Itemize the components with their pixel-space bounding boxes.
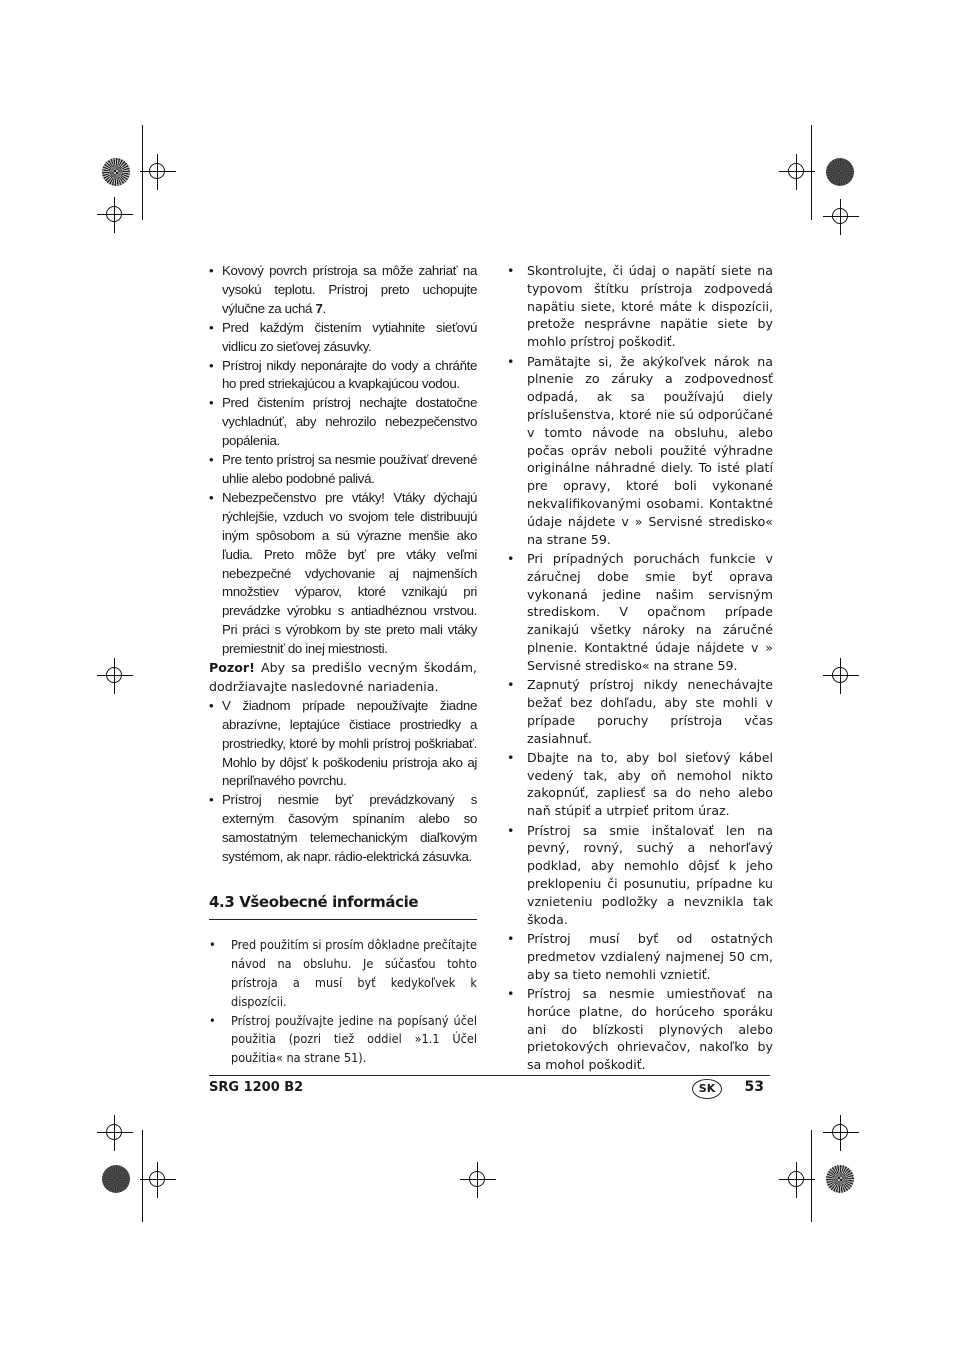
registration-crosshair-icon — [460, 1162, 496, 1198]
color-dial-icon — [826, 158, 854, 186]
list-item: • Kovový povrch prístroja sa môže zahriať na vysokú teplotu. Prístroj preto uchopujte výlučne za uchá 7. — [209, 262, 477, 319]
crop-mark — [811, 125, 812, 220]
list-item: • Nebezpečenstvo pre vtáky! Vtáky dýchajú rýchlejšie, vzduch vo svojom tele distribuujú iným spôsobom a sú výrazne menšie ako ľudia. Preto môže byť pre vtáky veľmi nebezpečné vdychovanie aj najmenších množstiev výparov, ktoré vznikajú pri prevádzke výrobku s antiadhéznou vrstvou. Pri práci s výrobkom by ste preto mali vtáky premiestniť do inej miestnosti. — [209, 489, 477, 659]
list-item: • Prístroj sa nesmie umiestňovať na horúce platne, do horúceho sporáku ani do blízkosti plynových alebo prietokových ohrievačov, nakoľko by sa mohol poškodiť. — [505, 985, 773, 1074]
color-dial-icon — [826, 1165, 854, 1193]
list-item: • Dbajte na to, aby bol sieťový kábel vedený tak, aby oň nemohol nikto zakopnúť, zapliesť sa do neho alebo naň stúpiť a utrpieť pritom úraz. — [505, 749, 773, 820]
color-dial-icon — [102, 1165, 130, 1193]
registration-crosshair-icon — [97, 1115, 133, 1151]
list-item: • Pri prípadných poruchách funkcie v záručnej dobe smie byť oprava vykonaná jedine našim servisným strediskom. V opačnom prípade zanikajú všetky nároky na záručné plnenie. Kontaktné údaje nájdete v » Servisné stredisko« na strane 59. — [505, 550, 773, 675]
section-heading: 4.3 Všeobecné informácie — [209, 893, 477, 920]
registration-crosshair-icon — [823, 199, 859, 235]
list-item: • Prístroj nesmie byť prevádzkovaný s externým časovým spínaním alebo so samostatným telemechanickým diaľkovým systémom, ak napr. rádio-elektrická zásuvka. — [209, 791, 477, 867]
list-item: • Pred čistením prístroj nechajte dostatočne vychladnúť, aby nehrozilo nebezpečenstvo popálenia. — [209, 394, 477, 451]
page-footer — [209, 1075, 770, 1106]
list-item: • Pre tento prístroj sa nesmie používať drevené uhlie alebo podobné palivá. — [209, 451, 477, 489]
list-item: • V žiadnom prípade nepoužívajte žiadne abrazívne, leptajúce čistiace prostriedky a prostriedky, ktoré by mohli prístroj poškriabať. Mohlo by dôjsť k poškodeniu prístroja ako aj nepriľnavého povrchu. — [209, 697, 477, 792]
registration-crosshair-icon — [97, 197, 133, 233]
list-item: • Skontrolujte, či údaj o napätí siete na typovom štítku prístroja zodpovedá napätiu siete, ktoré máte k dispozícii, pretože nesprávne napätie siete by mohlo prístroj poškodiť. — [505, 262, 773, 351]
warning-label: Pozor! — [209, 660, 255, 676]
left-column — [209, 262, 477, 1068]
registration-crosshair-icon — [779, 1162, 815, 1198]
registration-crosshair-icon — [97, 658, 133, 694]
crop-mark — [142, 1130, 143, 1222]
right-column — [505, 262, 773, 1076]
model-number: SRG 1200 B2 — [209, 1080, 304, 1095]
crop-mark — [142, 125, 143, 220]
page-number: 53 — [744, 1079, 764, 1095]
crop-mark — [811, 1130, 812, 1222]
list-item: • Prístroj používajte jedine na popísaný účel použitia (pozri tiež oddiel »1.1 Účel použitia« na strane 51). — [209, 1012, 477, 1069]
list-item: • Zapnutý prístroj nikdy nenechávajte bežať bez dohľadu, aby ste mohli v prípade poruchy prístroja včas zasiahnuť. — [505, 676, 773, 747]
list-item: • Pred každým čistením vytiahnite sieťovú vidlicu zo sieťovej zásuvky. — [209, 319, 477, 357]
warning-paragraph: Pozor! Aby sa predišlo vecným škodám, dodržiavajte nasledovné nariadenia. — [209, 660, 477, 694]
list-item: • Pred použitím si prosím dôkladne prečítajte návod na obsluhu. Je súčasťou tohto prístroja a musí byť kedykoľvek k dispozícii. — [209, 936, 477, 1012]
registration-crosshair-icon — [140, 154, 176, 190]
list-item: • Prístroj musí byť od ostatných predmetov vzdialený najmenej 50 cm, aby sa tieto nemohli vznietiť. — [505, 930, 773, 983]
language-badge: SK — [692, 1079, 722, 1099]
registration-crosshair-icon — [140, 1162, 176, 1198]
list-item: • Pamätajte si, že akýkoľvek nárok na plnenie zo záruky a zodpovednosť odpadá, ak sa používajú diely príslušenstva, ktoré nie sú odporúčané v tomto návode na obsluhu, alebo počas opráv neboli použité výhradne originálne náhradné diely. To isté platí pre opravy, ktoré boli vykonané nekvalifikovanými osobami. Kontaktné údaje nájdete v » Servisné stredisko« na strane 59. — [505, 353, 773, 549]
color-dial-icon — [102, 158, 130, 186]
list-item: • Prístroj sa smie inštalovať len na pevný, rovný, suchý a nehorľavý podklad, aby nemohlo dôjsť k jeho preklopeniu či posunutiu, prípadne ku vznieteniu podložky a nevznikla tak škoda. — [505, 822, 773, 929]
list-item: • Prístroj nikdy neponárajte do vody a chráňte ho pred striekajúcou a kvapkajúcou vodou. — [209, 357, 477, 395]
registration-crosshair-icon — [823, 658, 859, 694]
registration-crosshair-icon — [823, 1115, 859, 1151]
registration-crosshair-icon — [779, 154, 815, 190]
